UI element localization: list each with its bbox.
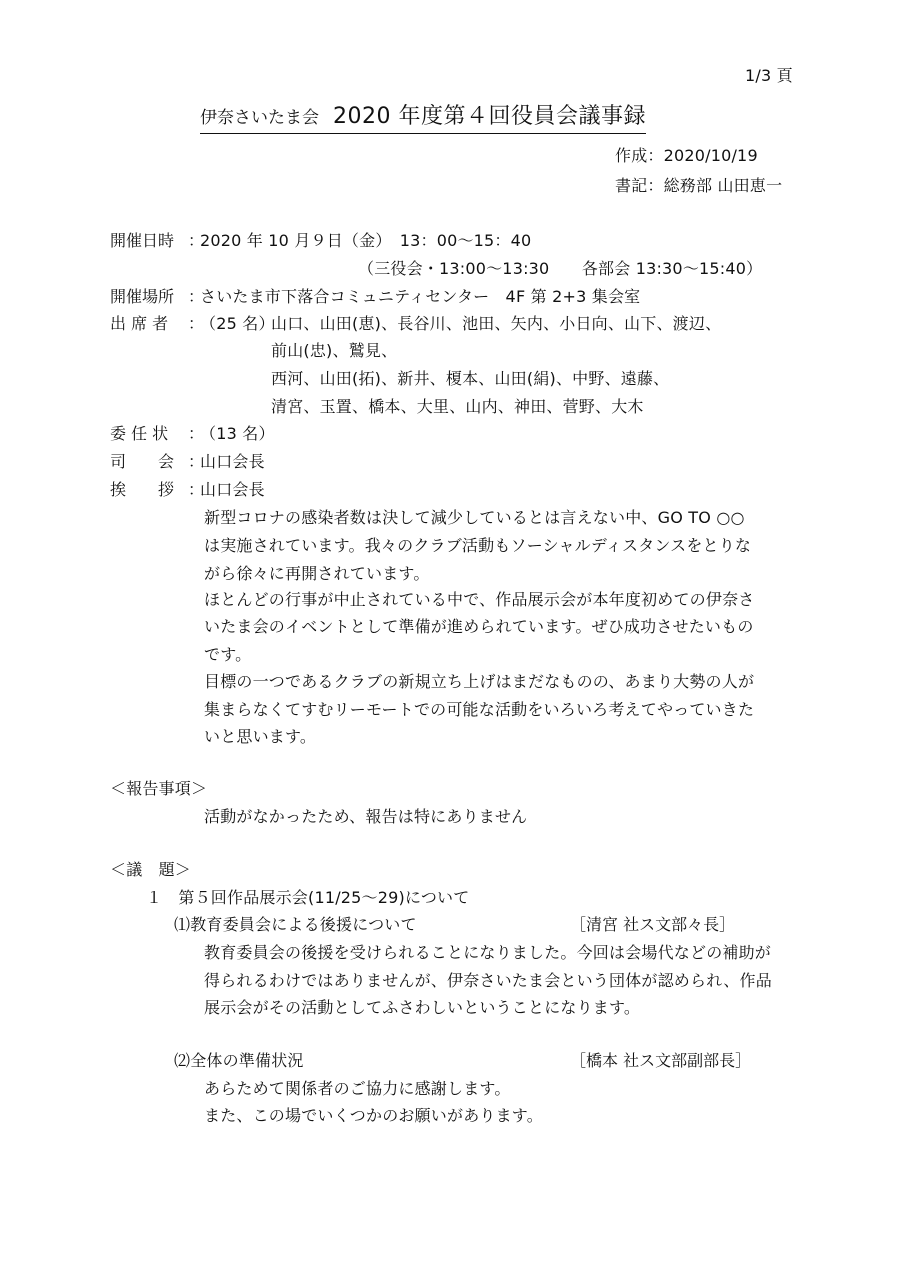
agenda-sub1-line: 展示会がその活動としてふさわしいということになります。 (204, 998, 641, 1017)
place-row (110, 287, 640, 307)
attend-line: 西河、山田(拓)、新井、榎本、山田(絹)、中野、遠藤、 (271, 369, 670, 388)
greeting-line: がら徐々に再開されています。 (204, 564, 430, 583)
agenda-item-1: １ 第５回作品展示会(11/25～29)について (146, 888, 470, 907)
document-title (200, 104, 646, 134)
chair-label: 司 会 (110, 452, 175, 471)
greeting-line: いたま会のイベントとして準備が進められています。ぜひ成功させたいもの (204, 617, 754, 636)
attend-row (110, 314, 275, 334)
place-value: さいたま市下落合コミュニティセンター 4F 第 2+3 集会室 (200, 287, 641, 306)
attend-line: 清宮、玉置、橋本、大里、山内、神田、菅野、大木 (271, 397, 644, 416)
greeting-label: 挨 拶 (110, 480, 175, 499)
greeting-line: いと思います。 (204, 727, 317, 746)
attend-count: （25 名） (200, 314, 275, 333)
colon: ： (188, 452, 205, 471)
agenda-sub2-title: ⑵全体の準備状況 (174, 1051, 304, 1070)
agenda-sub1-line: 教育委員会の後援を受けられることになりました。今回は会場代などの補助が (204, 943, 772, 962)
greeting-row (110, 480, 265, 500)
chair-value: 山口会長 (200, 452, 265, 471)
greeting-line: です。 (204, 645, 252, 664)
colon: ： (188, 287, 205, 306)
proxy-label: 委 任 状 (110, 424, 169, 443)
proxy-value: （13 名） (200, 424, 275, 443)
greeting-line: は実施されています。我々のクラブ活動もソーシャルディスタンスをとりな (204, 536, 752, 555)
agenda-sub1-line: 得られるわけではありませんが、伊奈さいたま会という団体が認められ、作品 (204, 971, 772, 990)
report-text: 活動がなかったため、報告は特にありません (204, 807, 528, 826)
colon: ： (188, 480, 205, 499)
agenda-heading: ＜議 題＞ (110, 860, 192, 879)
recorder: 書記：総務部 山田恵一 (615, 176, 783, 195)
agenda-sub2-line: また、この場でいくつかのお願いがあります。 (204, 1106, 543, 1125)
greeting-line: 新型コロナの感染者数は決して減少しているとは言えない中、GO TO ○○ (204, 508, 745, 527)
greeting-line: 集まらなくてすむリーモートでの可能な活動をいろいろ考えてやっていきた (204, 700, 755, 719)
colon: ： (188, 314, 205, 333)
colon: ： (188, 231, 205, 250)
greeting-line: 目標の一つであるクラブの新規立ち上げはまだなものの、あまり大勢の人が (204, 672, 755, 691)
title-main: 2020 年度第４回役員会議事録 (333, 104, 646, 129)
attend-line: 山口、山田(恵)、長谷川、池田、矢内、小日向、山下、渡辺、 (271, 314, 722, 333)
agenda-sub2-line: あらためて関係者のご協力に感謝します。 (204, 1079, 511, 1098)
page-number: 1/3 頁 (745, 66, 793, 85)
created-date: 作成：2020/10/19 (615, 146, 758, 165)
date-label: 開催日時 (110, 231, 175, 250)
agenda-sub2-presenter: ［橋本 社ス文部副部長］ (570, 1051, 752, 1070)
proxy-row (110, 424, 275, 444)
date-value: 2020 年 10 月９日（金） 13：00～15：40 (200, 231, 532, 250)
agenda-sub1-presenter: ［清宮 社ス文部々長］ (570, 915, 736, 934)
greeting-value: 山口会長 (200, 480, 265, 499)
chair-row (110, 452, 265, 472)
colon: ： (188, 424, 205, 443)
date-row (110, 231, 531, 251)
report-heading: ＜報告事項＞ (110, 779, 208, 798)
place-label: 開催場所 (110, 287, 175, 306)
title-org: 伊奈さいたま会 (200, 108, 319, 128)
date-sub: （三役会・13:00～13:30 各部会 13:30～15:40） (358, 259, 763, 278)
attend-line: 前山(忠)、鷲見、 (271, 341, 398, 360)
greeting-line: ほとんどの行事が中止されている中で、作品展示会が本年度初めての伊奈さ (204, 590, 755, 609)
agenda-sub1-title: ⑴教育委員会による後援について (174, 915, 417, 934)
attend-label: 出 席 者 (110, 314, 169, 333)
